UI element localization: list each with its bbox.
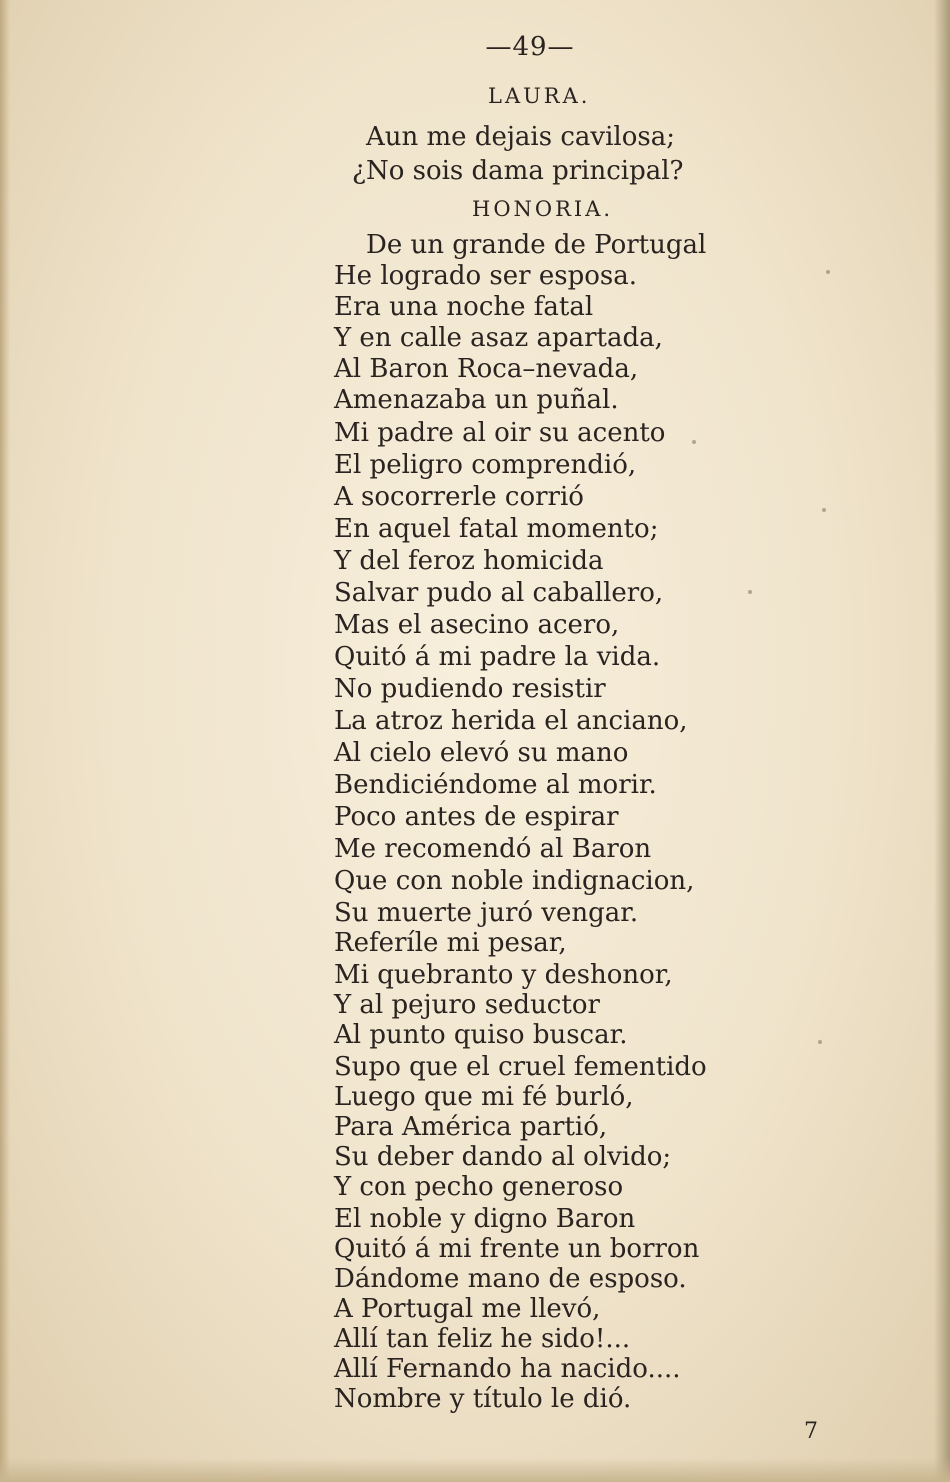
verse-line: Quitó á mi padre la vida.: [334, 642, 661, 672]
verse-line: Referíle mi pesar,: [334, 928, 567, 958]
verse-line: Y del feroz homicida: [334, 546, 604, 576]
paper-speck: [818, 1040, 822, 1044]
verse-line: Su muerte juró vengar.: [334, 898, 639, 928]
verse-line: A Portugal me llevó,: [334, 1294, 601, 1324]
verse-line: He logrado ser esposa.: [334, 261, 637, 291]
verse-line: No pudiendo resistir: [334, 674, 606, 704]
signature-mark: 7: [804, 1419, 818, 1444]
page-left-edge: [0, 0, 10, 1482]
verse-line: Allí Fernando ha nacido....: [334, 1354, 681, 1384]
verse-line: Me recomendó al Baron: [334, 834, 652, 864]
verse-line: Mi quebranto y deshonor,: [334, 960, 673, 990]
verse-line: Y en calle asaz apartada,: [334, 323, 663, 353]
speaker-honoria: HONORIA.: [472, 197, 614, 221]
verse-line: Nombre y título le dió.: [334, 1384, 632, 1414]
paper-speck: [826, 270, 830, 274]
paper-speck: [822, 508, 826, 512]
verse-line: Mas el asecino acero,: [334, 610, 620, 640]
verse-line: Y con pecho generoso: [334, 1172, 624, 1202]
verse-line: A socorrerle corrió: [334, 482, 584, 512]
page-number: —49—: [485, 32, 575, 62]
verse-line: Era una noche fatal: [334, 292, 594, 322]
verse-line: Allí tan feliz he sido!...: [334, 1324, 631, 1354]
verse-line: Luego que mi fé burló,: [334, 1082, 634, 1112]
page-bottom-edge: [0, 1458, 950, 1482]
verse-line: Mi padre al oir su acento: [334, 418, 666, 448]
verse-line: El noble y digno Baron: [334, 1204, 636, 1234]
verse-line: Quitó á mi frente un borron: [334, 1234, 700, 1264]
paper-speck: [692, 440, 696, 444]
verse-line: Al Baron Roca–nevada,: [334, 354, 639, 384]
verse-line: Al cielo elevó su mano: [334, 738, 629, 768]
verse-line: Poco antes de espirar: [334, 802, 619, 832]
verse-line: La atroz herida el anciano,: [334, 706, 688, 736]
verse-line: Para América partió,: [334, 1112, 608, 1142]
verse-line: ¿No sois dama principal?: [352, 156, 684, 186]
verse-line: Su deber dando al olvido;: [334, 1142, 672, 1172]
verse-line: De un grande de Portugal: [366, 230, 707, 260]
verse-line: Aun me dejais cavilosa;: [366, 122, 675, 152]
verse-line: Al punto quiso buscar.: [334, 1020, 628, 1050]
verse-line: Que con noble indignacion,: [334, 866, 695, 896]
verse-line: Y al pejuro seductor: [334, 990, 600, 1020]
verse-line: Bendiciéndome al morir.: [334, 770, 657, 800]
verse-line: El peligro comprendió,: [334, 450, 637, 480]
verse-line: Dándome mano de esposo.: [334, 1264, 687, 1294]
paper-speck: [748, 590, 752, 594]
verse-line: Salvar pudo al caballero,: [334, 578, 664, 608]
verse-line: En aquel fatal momento;: [334, 514, 659, 544]
page-right-edge: [934, 0, 950, 1482]
verse-line: Supo que el cruel fementido: [334, 1052, 707, 1082]
verse-line: Amenazaba un puñal.: [334, 385, 619, 415]
speaker-laura: LAURA.: [488, 84, 591, 108]
